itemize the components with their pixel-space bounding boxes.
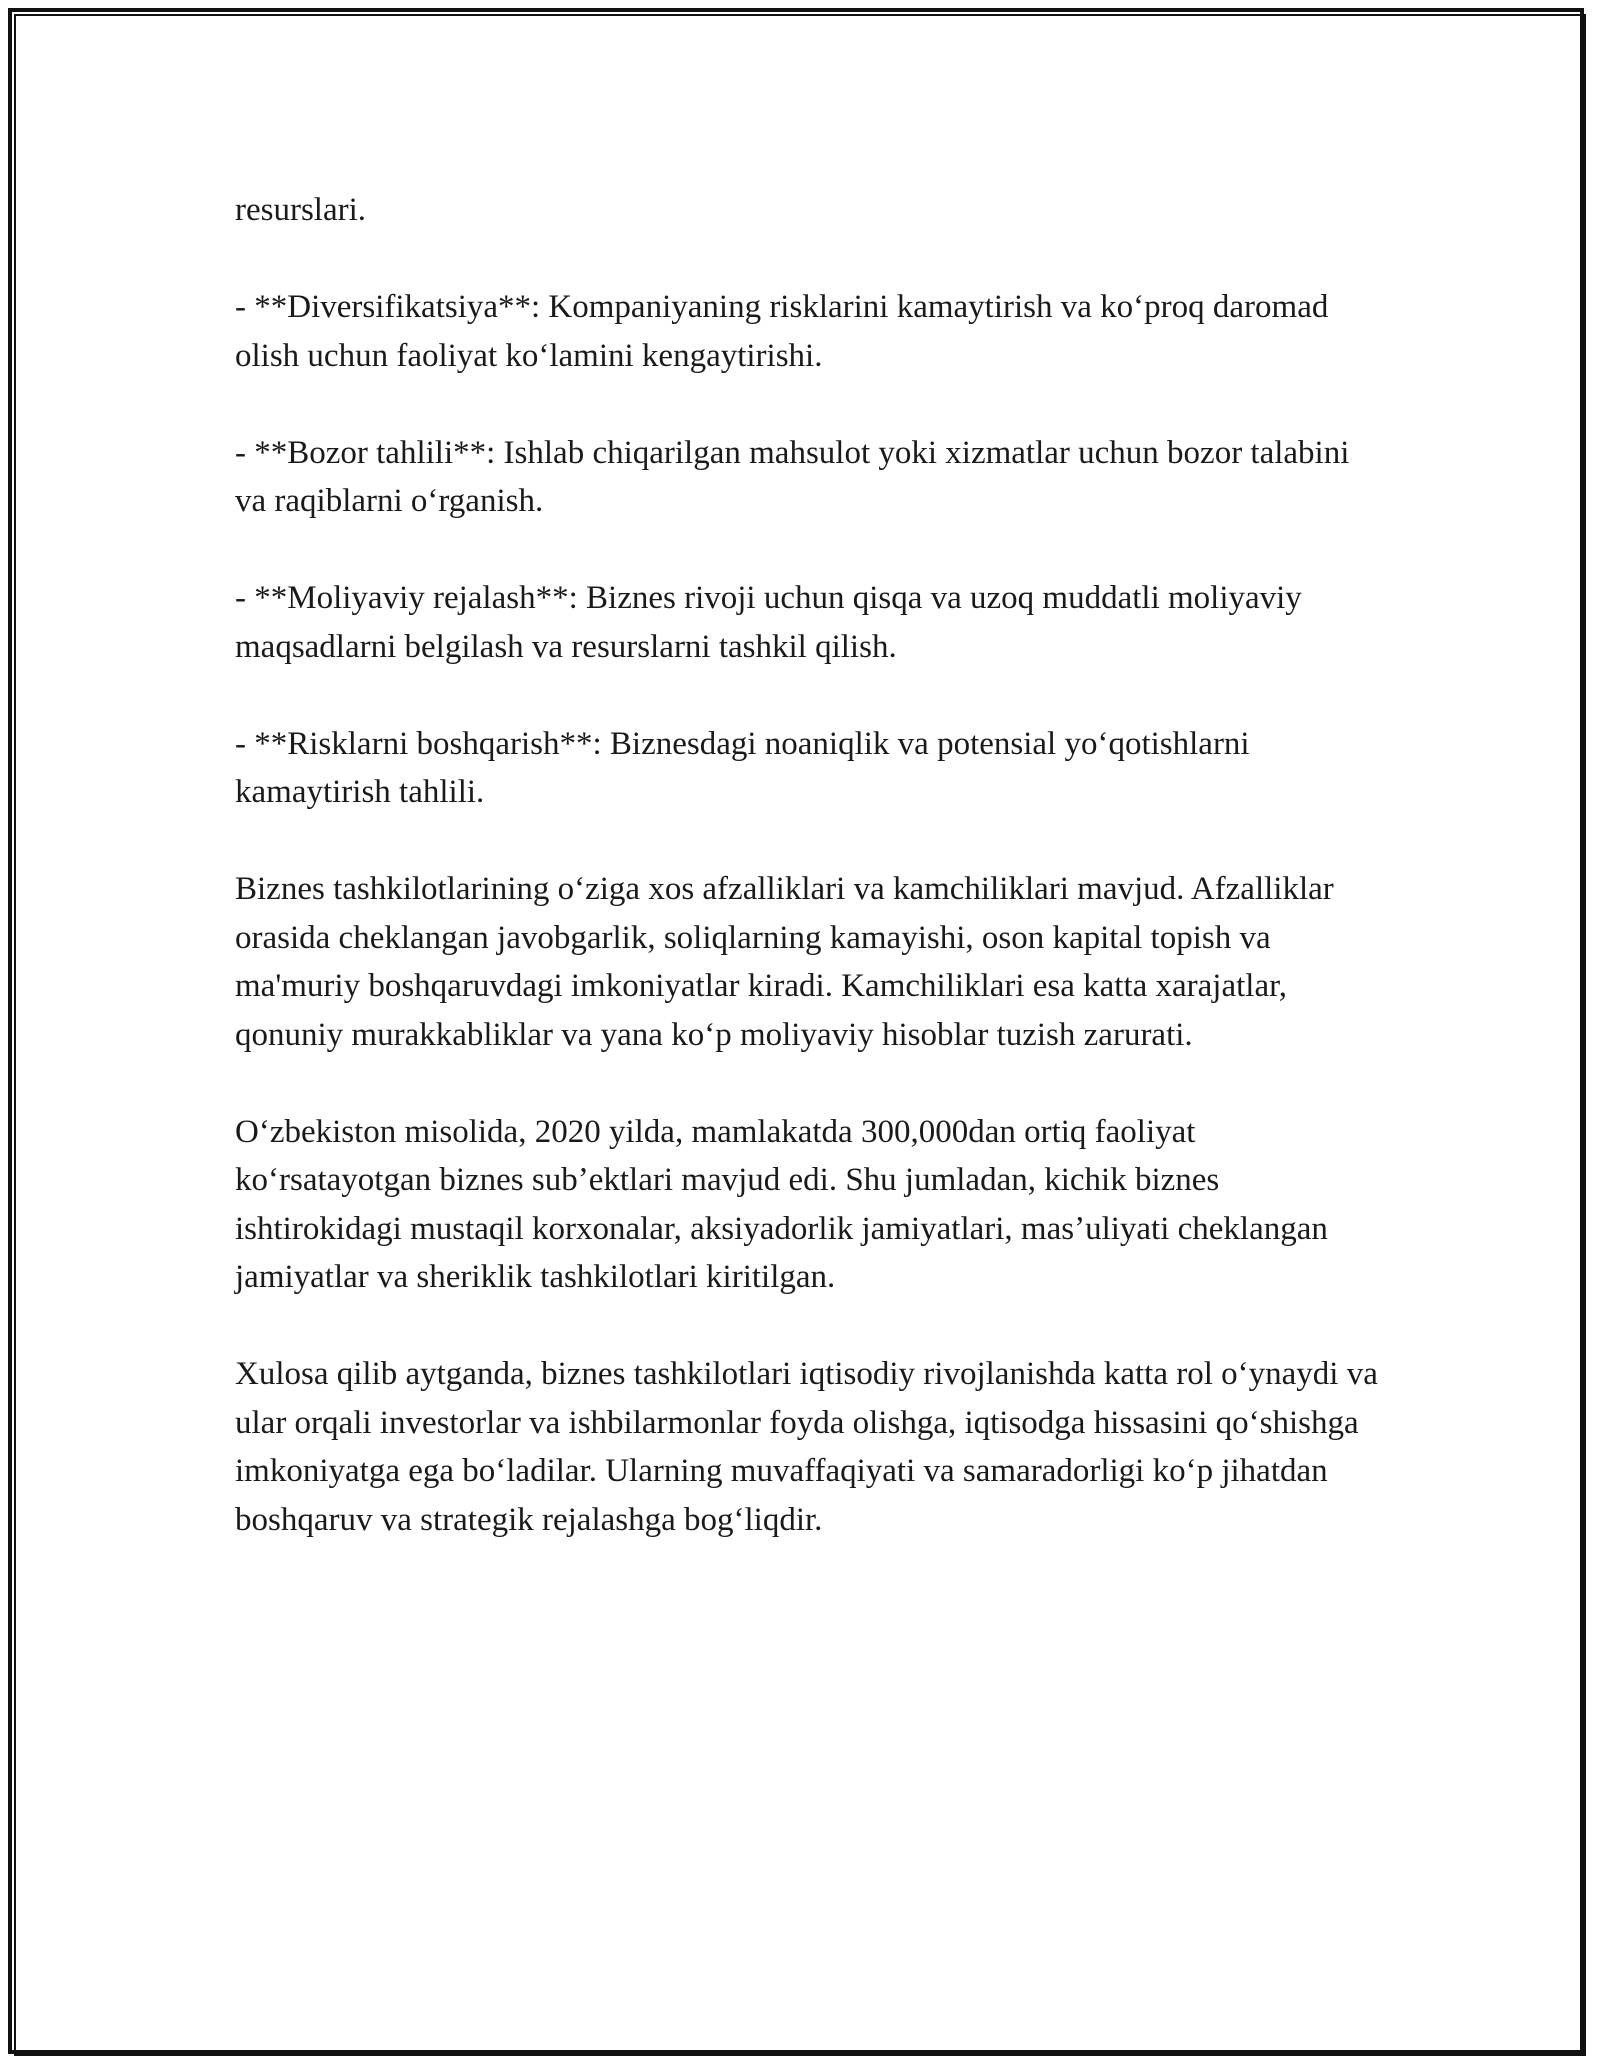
- paragraph-xulosa: Xulosa qilib aytganda, biznes tashkilotlari iqtisodiy rivojlanishda katta rol oʻynaydi va ular orqali investorlar va ishbilarmonlar foyda olishga, iqtisodga hissasini qoʻshishga imkoniyatga ega boʻladilar. Ularning muvaffaqiyati va samaradorligi koʻp jihatdan boshqaruv va strategik rejalashga bogʻliqdir.: [235, 1356, 1378, 1538]
- bullet-risklarni-boshqarish: - **Risklarni boshqarish**: Biznesdagi noaniqlik va potensial yoʻqotishlarni kamaytirish tahlili.: [235, 725, 1250, 810]
- bullet-diversifikatsiya: - **Diversifikatsiya**: Kompaniyaning risklarini kamaytirish va koʻproq daromad olish uchun faoliyat koʻlamini kengaytirishi.: [235, 289, 1329, 374]
- paragraph-afzalliklar: Biznes tashkilotlarining oʻziga xos afzalliklari va kamchiliklari mavjud. Afzalliklar orasida cheklangan javobgarlik, soliqlarning kamayishi, oson kapital topish va ma'muriy boshqaruvdagi imkoniyatlar kiradi. Kamchiliklari esa katta xarajatlar, qonuniy murakkabliklar va yana koʻp moliyaviy hisoblar tuzish zarurati.: [235, 871, 1334, 1053]
- paragraph-continuation: resurslari.: [235, 192, 367, 228]
- paragraph-ozbekiston: Oʻzbekiston misolida, 2020 yilda, mamlakatda 300,000dan ortiq faoliyat koʻrsatayotgan biznes subʼektlari mavjud edi. Shu jumladan, kichik biznes ishtirokidagi mustaqil korxonalar, aksiyadorlik jamiyatlari, masʼuliyati cheklangan jamiyatlar va sheriklik tashkilotlari kiritilgan.: [235, 1113, 1328, 1295]
- document-body: [235, 186, 1385, 1593]
- bullet-moliyaviy-rejalash: - **Moliyaviy rejalash**: Biznes rivoji uchun qisqa va uzoq muddatli moliyaviy maqsadlarni belgilash va resurslarni tashkil qilish.: [235, 580, 1302, 665]
- bullet-bozor-tahlili: - **Bozor tahlili**: Ishlab chiqarilgan mahsulot yoki xizmatlar uchun bozor talabini va raqiblarni oʻrganish.: [235, 434, 1350, 519]
